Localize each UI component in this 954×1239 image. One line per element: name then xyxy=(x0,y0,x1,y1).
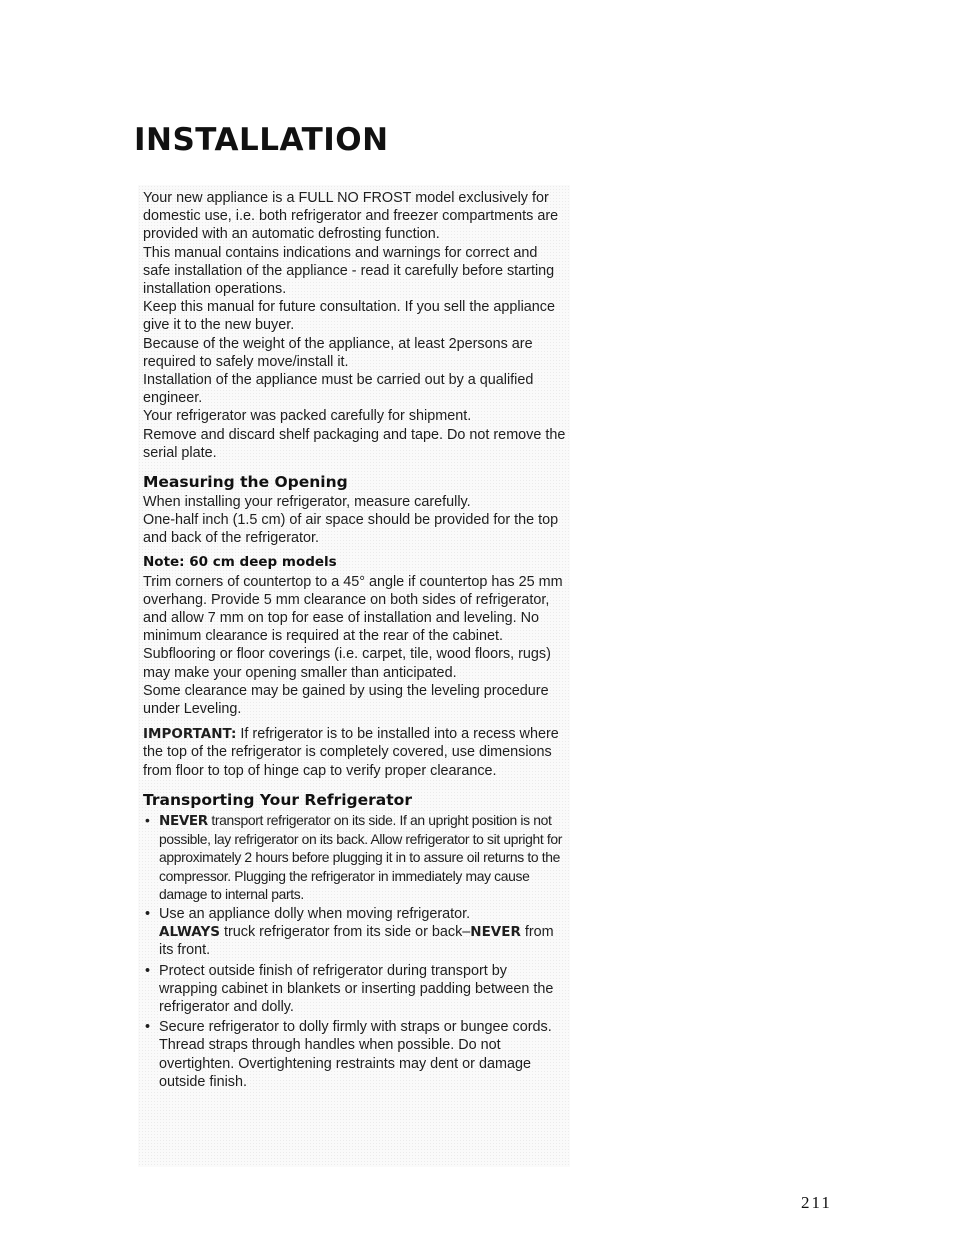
bullet-text: Protect outside finish of refrigerator during transport by wrapping cabinet in blankets or inserting padding between the refrigerator and dolly. xyxy=(159,962,554,1015)
page-title: INSTALLATION xyxy=(134,122,389,158)
intro-paragraph: Installation of the appliance must be carried out by a qualified engineer. xyxy=(143,372,534,407)
intro-paragraph: Keep this manual for future consultation. If you sell the appliance give it to the new buyer. xyxy=(143,299,555,334)
bullet-text: Secure refrigerator to dolly firmly with straps or bungee cords. Thread straps through handles when possible. Do not overtighten. Overtightening restraints may dent or damage outside finish. xyxy=(159,1019,552,1090)
never-label: NEVER xyxy=(159,812,208,829)
bullet-text: from its front. xyxy=(159,924,554,959)
note-paragraph: Subflooring or floor coverings (i.e. carpet, tile, wood floors, rugs) may make your opening smaller than anticipated. xyxy=(143,646,551,681)
important-paragraph xyxy=(143,725,567,780)
note-heading: Note: 60 cm deep models xyxy=(143,553,337,570)
important-text: If refrigerator is to be installed into a recess where the top of the refrigerator is completely covered, use dimensions from floor to top of hinge cap to verify proper clearance. xyxy=(143,726,559,779)
bullet-icon: • xyxy=(145,905,151,922)
installation-body xyxy=(143,189,567,1093)
note-paragraph: Some clearance may be gained by using the leveling procedure under Leveling. xyxy=(143,682,549,718)
intro-paragraph: Your new appliance is a FULL NO FROST model exclusively for domestic use, i.e. both refrigerator and freezer compartments are provided with an automatic defrosting function. xyxy=(143,190,559,243)
measuring-heading: Measuring the Opening xyxy=(143,473,348,492)
note-paragraph: Trim corners of countertop to a 45° angle if countertop has 25 mm overhang. Provide 5 mm clearance on both sides of refrigerator, and allow 7 mm on top for ease of installation and leveling. No minimum clearance is required at the rear of the cabinet. xyxy=(143,573,563,645)
transport-list xyxy=(143,811,567,1091)
intro-paragraph: Your refrigerator was packed carefully for shipment. xyxy=(143,408,472,425)
list-item xyxy=(143,1018,567,1091)
bullet-text: truck refrigerator from its side or back– xyxy=(219,924,471,941)
intro-paragraph: This manual contains indications and warnings for correct and safe installation of the appliance - read it carefully before starting installation operations. xyxy=(143,244,555,298)
bullet-icon: • xyxy=(145,1019,151,1036)
measuring-paragraph: One-half inch (1.5 cm) of air space should be provided for the top and back of the refrigerator. xyxy=(143,512,559,547)
list-item xyxy=(143,905,567,960)
always-label: ALWAYS xyxy=(159,924,220,941)
list-item xyxy=(143,962,567,1017)
measuring-paragraph: When installing your refrigerator, measure carefully. xyxy=(143,494,471,511)
bullet-icon: • xyxy=(145,811,150,828)
intro-paragraph: Remove and discard shelf packaging and tape. Do not remove the serial plate. xyxy=(143,426,566,461)
page-number: 211 xyxy=(801,1193,832,1212)
never-label: NEVER xyxy=(470,924,521,941)
transporting-heading: Transporting Your Refrigerator xyxy=(143,790,412,809)
bullet-icon: • xyxy=(145,962,151,979)
bullet-text: transport refrigerator on its side. If an upright position is not possible, lay refrigerator on its back. Allow refrigerator to sit upright for approximately 2 hours before plugging it in to assure oil returns to the compressor. Plugging the refrigerator in immediately may cause damage to internal parts. xyxy=(159,811,563,902)
important-label: IMPORTANT: xyxy=(143,726,237,743)
intro-paragraph: Because of the weight of the appliance, at least 2persons are required to safely move/install it. xyxy=(143,335,533,370)
bullet-text: Use an appliance dolly when moving refrigerator. xyxy=(159,905,471,922)
list-item xyxy=(143,811,567,903)
